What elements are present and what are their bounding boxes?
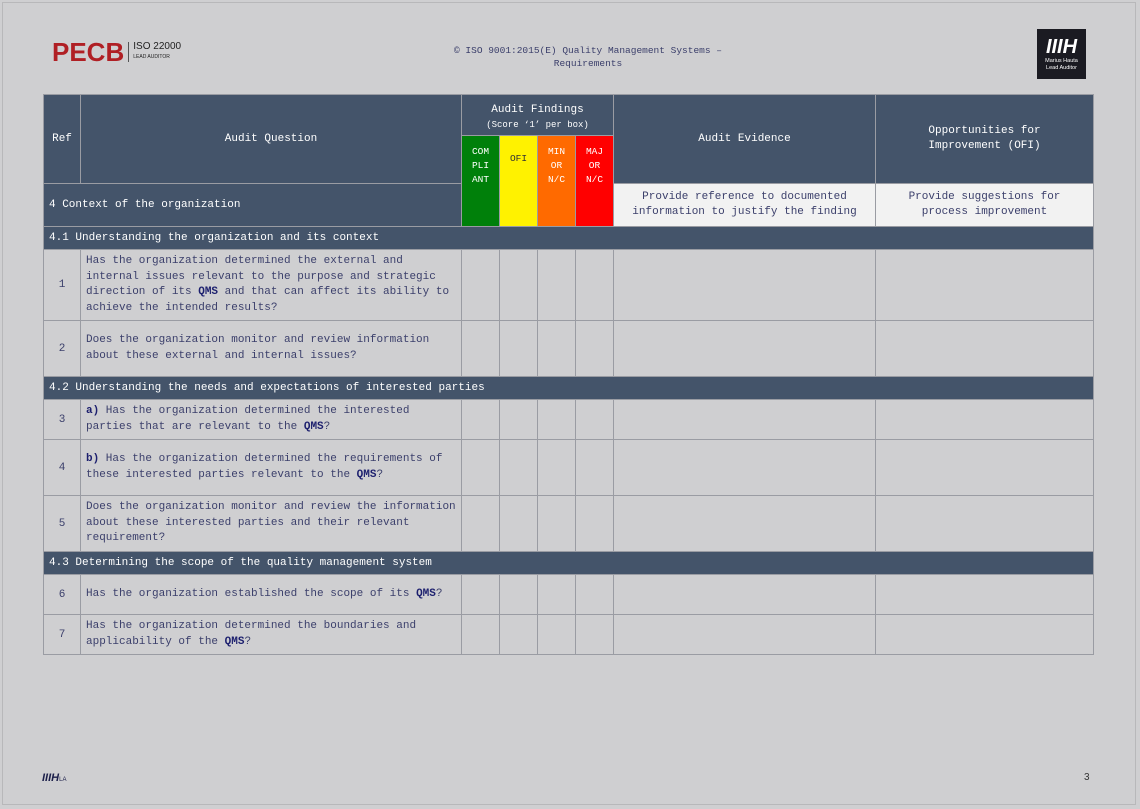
- score-major-input[interactable]: [576, 496, 614, 552]
- page-number: 3: [1084, 772, 1090, 783]
- score-minor-l3: N/C: [547, 174, 566, 185]
- evidence-input[interactable]: [614, 321, 876, 377]
- section-row: [44, 552, 1094, 575]
- mh-logo: [1037, 29, 1086, 79]
- question-prefix: a): [86, 405, 100, 417]
- question-bold: QMS: [356, 468, 377, 481]
- table-row: [44, 250, 1094, 321]
- row-ref: 1: [44, 250, 81, 321]
- score-ofi-input[interactable]: [500, 615, 538, 655]
- score-major-l3: N/C: [585, 174, 604, 185]
- audit-findings-title: Audit Findings: [491, 104, 584, 116]
- score-major-input[interactable]: [576, 575, 614, 615]
- header-ofi: [876, 95, 1094, 184]
- score-ofi-l1: OFI: [509, 153, 528, 164]
- score-minor-input[interactable]: [538, 400, 576, 440]
- score-compliant-input[interactable]: [462, 575, 500, 615]
- ofi-input[interactable]: [876, 575, 1094, 615]
- section-title: 4.2 Understanding the needs and expectations of interested parties: [44, 377, 1094, 400]
- section-title: 4.1 Understanding the organization and its context: [44, 227, 1094, 250]
- row-ref: 3: [44, 400, 81, 440]
- table-row: [44, 440, 1094, 496]
- score-minor-input[interactable]: [538, 321, 576, 377]
- evidence-input[interactable]: [614, 400, 876, 440]
- score-major-input[interactable]: [576, 400, 614, 440]
- question-prefix: b): [86, 453, 100, 465]
- pecb-cert: ISO 22000: [133, 41, 182, 52]
- evidence-input[interactable]: [614, 615, 876, 655]
- score-major-l1: MAJ: [585, 146, 604, 157]
- question-text: Does the organization monitor and review information about these external and internal issues?: [86, 334, 430, 362]
- score-compliant-l3: ANT: [471, 174, 490, 185]
- table-row: [44, 496, 1094, 552]
- pecb-role: LEAD AUDITOR: [133, 54, 170, 60]
- ofi-input[interactable]: [876, 496, 1094, 552]
- ofi-hint-line1: Provide suggestions for: [908, 191, 1061, 203]
- table-row: [44, 615, 1094, 655]
- evidence-hint-line2: information to justify the finding: [632, 206, 857, 218]
- question-text: Has the organization determined the external and internal issues relevant to the purpose and strategic direction of its: [86, 255, 436, 298]
- ofi-input[interactable]: [876, 250, 1094, 321]
- score-minor-l1: MIN: [547, 146, 566, 157]
- question-text: Has the organization determined the interested parties that are relevant to the: [86, 405, 410, 433]
- score-compliant-input[interactable]: [462, 496, 500, 552]
- score-compliant-input[interactable]: [462, 400, 500, 440]
- pecb-subtitle: [133, 42, 181, 62]
- question-text-end: ?: [244, 635, 252, 648]
- score-ofi-input[interactable]: [500, 575, 538, 615]
- table-row: [44, 400, 1094, 440]
- question-text-end: ?: [323, 420, 331, 433]
- question-text: Has the organization determined the requirements of these interested parties relevant to the: [86, 453, 443, 481]
- score-compliant-input[interactable]: [462, 440, 500, 496]
- score-major-nc: [576, 136, 614, 227]
- ofi-hint: [876, 184, 1094, 227]
- footer-logo: [42, 772, 66, 784]
- score-compliant-input[interactable]: [462, 250, 500, 321]
- row-ref: 2: [44, 321, 81, 377]
- score-compliant-l1: COM: [471, 146, 490, 157]
- ofi-input[interactable]: [876, 321, 1094, 377]
- header-audit-findings: [462, 95, 614, 136]
- evidence-input[interactable]: [614, 575, 876, 615]
- row-question: [81, 321, 462, 377]
- pecb-logo: [52, 38, 181, 66]
- score-minor-input[interactable]: [538, 250, 576, 321]
- score-major-input[interactable]: [576, 615, 614, 655]
- pecb-brand: PECB: [52, 37, 125, 67]
- score-compliant-input[interactable]: [462, 321, 500, 377]
- question-bold: QMS: [198, 286, 219, 298]
- ofi-input[interactable]: [876, 400, 1094, 440]
- row-question: [81, 250, 462, 321]
- score-minor-l2: OR: [550, 160, 563, 171]
- score-ofi-input[interactable]: [500, 250, 538, 321]
- row-question: [81, 615, 462, 655]
- score-major-l2: OR: [588, 160, 601, 171]
- evidence-input[interactable]: [614, 496, 876, 552]
- question-text-end: ?: [435, 587, 443, 600]
- question-text: Has the organization established the scope of its: [86, 587, 417, 600]
- evidence-hint-line1: Provide reference to documented: [642, 191, 847, 203]
- ofi-hint-line2: process improvement: [921, 206, 1048, 218]
- document-title-line1: © ISO 9001:2015(E) Quality Management Systems –: [454, 45, 722, 56]
- score-major-input[interactable]: [576, 250, 614, 321]
- ofi-input[interactable]: [876, 440, 1094, 496]
- row-question: [81, 440, 462, 496]
- evidence-input[interactable]: [614, 440, 876, 496]
- row-question: [81, 400, 462, 440]
- mh-logo-mark: IIIH: [1045, 36, 1078, 58]
- score-minor-input[interactable]: [538, 440, 576, 496]
- score-minor-input[interactable]: [538, 575, 576, 615]
- score-major-input[interactable]: [576, 321, 614, 377]
- header-audit-question: Audit Question: [81, 95, 462, 184]
- evidence-input[interactable]: [614, 250, 876, 321]
- score-compliant-l2: PLI: [471, 160, 490, 171]
- score-ofi-input[interactable]: [500, 321, 538, 377]
- score-minor-nc: [538, 136, 576, 227]
- document-title-line2: Requirements: [553, 58, 623, 69]
- audit-findings-subtitle: (Score ‘1’ per box): [486, 120, 589, 130]
- question-bold: QMS: [303, 420, 324, 433]
- row-ref: 5: [44, 496, 81, 552]
- score-major-input[interactable]: [576, 440, 614, 496]
- document-title: [430, 44, 746, 70]
- header-ref: Ref: [44, 95, 81, 184]
- context-label: 4 Context of the organization: [44, 184, 462, 227]
- score-minor-input[interactable]: [538, 615, 576, 655]
- footer-logo-suffix: LA: [59, 777, 67, 783]
- ofi-input[interactable]: [876, 615, 1094, 655]
- question-text: Does the organization monitor and review the information about these interested parties and their relevant requirement?: [86, 501, 456, 545]
- row-ref: 4: [44, 440, 81, 496]
- score-ofi: [500, 136, 538, 227]
- pecb-divider: [128, 42, 129, 62]
- score-ofi-input[interactable]: [500, 400, 538, 440]
- row-question: [81, 575, 462, 615]
- section-row: [44, 227, 1094, 250]
- table-row: [44, 321, 1094, 377]
- question-text-end: ?: [376, 468, 384, 481]
- section-row: [44, 377, 1094, 400]
- question-bold: QMS: [416, 587, 436, 600]
- audit-table: [43, 94, 1094, 655]
- question-bold: QMS: [224, 635, 245, 648]
- score-compliant: [462, 136, 500, 227]
- score-ofi-input[interactable]: [500, 496, 538, 552]
- row-ref: 7: [44, 615, 81, 655]
- score-ofi-input[interactable]: [500, 440, 538, 496]
- score-minor-input[interactable]: [538, 496, 576, 552]
- footer-logo-mark: IIIH: [42, 772, 60, 784]
- question-text-end: and that can affect its ability to achieve the intended results?: [86, 286, 450, 314]
- header-ofi-line2: Improvement (OFI): [928, 140, 1041, 152]
- mh-logo-role: Lead Auditor: [1046, 65, 1077, 71]
- header-ofi-line1: Opportunities for: [928, 125, 1041, 137]
- mh-logo-name: Marius Hauta: [1045, 58, 1078, 64]
- question-text: Has the organization determined the boundaries and applicability of the: [86, 620, 417, 648]
- table-row: [44, 575, 1094, 615]
- row-question: [81, 496, 462, 552]
- score-compliant-input[interactable]: [462, 615, 500, 655]
- evidence-hint: [614, 184, 876, 227]
- header-audit-evidence: Audit Evidence: [614, 95, 876, 184]
- row-ref: 6: [44, 575, 81, 615]
- section-title: 4.3 Determining the scope of the quality management system: [44, 552, 1094, 575]
